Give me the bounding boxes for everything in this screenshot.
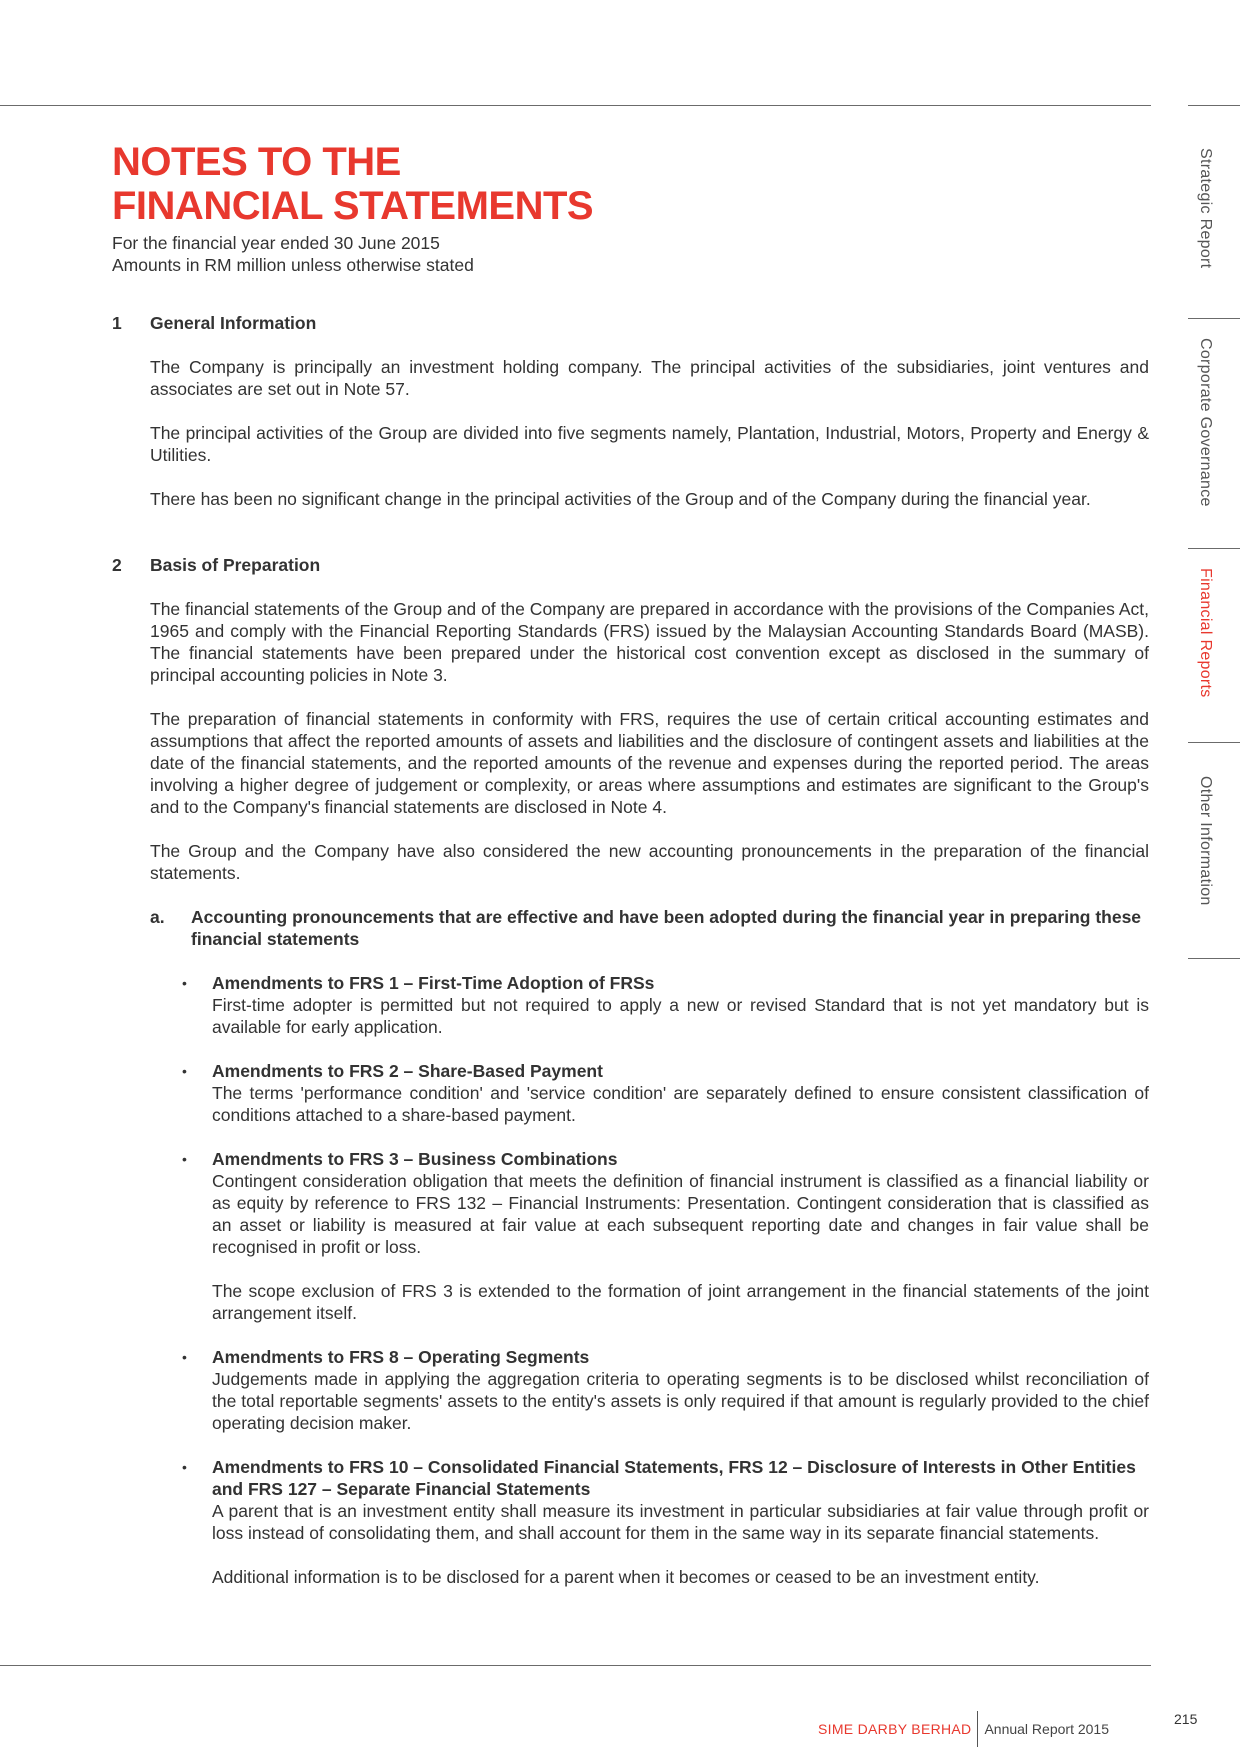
section-heading-basis-of-preparation <box>112 554 1149 576</box>
list-item-extra-text: Additional information is to be disclosed for a parent when it becomes or ceased to be an investment entity. <box>212 1567 1040 1587</box>
page-subtitle <box>112 232 474 276</box>
list-item-extra-text: The scope exclusion of FRS 3 is extended to the formation of joint arrangement in the financial statements of the joint arrangement itself. <box>212 1281 1149 1323</box>
bottom-rule <box>0 1665 1151 1666</box>
footer-report-name: Annual Report 2015 <box>984 1721 1109 1737</box>
list-item <box>182 1346 1149 1434</box>
list-item <box>182 1060 1149 1126</box>
page-title <box>112 140 593 228</box>
list-item-heading: Amendments to FRS 8 – Operating Segments <box>212 1347 590 1367</box>
page-number: 215 <box>1174 1711 1198 1727</box>
list-item-text: Contingent consideration obligation that meets the definition of financial instrument is classified as a financial liability or as equity by reference to FRS 132 – Financial Instruments: Presentation. Contingent consideration that is classified as an asset or liability is measured at fair value at each subsequent reporting date and changes in fair value shall be recognised in profit or loss. <box>212 1171 1149 1257</box>
bullet-icon: • <box>182 1349 187 1365</box>
notes-content <box>112 312 1149 1610</box>
subsection-heading <box>150 906 1149 950</box>
side-divider <box>1188 742 1240 743</box>
page-title-line-2: FINANCIAL STATEMENTS <box>112 184 594 228</box>
list-item-heading: Amendments to FRS 1 – First-Time Adoption of FRSs <box>212 973 655 993</box>
bullet-icon: • <box>182 975 187 991</box>
section-title: Basis of Preparation <box>150 555 321 575</box>
page-title-line-1: NOTES TO THE <box>112 140 401 184</box>
bullet-icon: • <box>182 1459 187 1475</box>
list-item <box>182 1148 1149 1324</box>
section-number: 1 <box>112 313 122 333</box>
list-item-text: Judgements made in applying the aggregation criteria to operating segments is to be disclosed whilst reconciliation of the total reportable segments' assets to the entity's assets is only required if that amount is regularly provided to the chief operating decision maker. <box>212 1369 1149 1433</box>
subsection-letter: a. <box>150 907 165 927</box>
bullet-icon: • <box>182 1151 187 1167</box>
list-item-text: A parent that is an investment entity shall measure its investment in particular subsidiaries at fair value through profit or loss instead of consolidating them, and shall account for them in the same way in its separate financial statements. <box>212 1501 1149 1543</box>
side-tab-financial-reports[interactable]: Financial Reports <box>1197 568 1214 698</box>
paragraph: The Group and the Company have also considered the new accounting pronouncements in the preparation of the financial statements. <box>150 841 1149 883</box>
list-item-heading: Amendments to FRS 10 – Consolidated Financial Statements, FRS 12 – Disclosure of Interests in Other Entities and FRS 127 – Separate Financial Statements <box>212 1457 1136 1499</box>
list-item-heading: Amendments to FRS 3 – Business Combinations <box>212 1149 618 1169</box>
side-tab-strategic-report[interactable]: Strategic Report <box>1197 148 1214 269</box>
section-body-general-information <box>150 356 1149 510</box>
paragraph: The financial statements of the Group and of the Company are prepared in accordance with the provisions of the Companies Act, 1965 and comply with the Financial Reporting Standards (FRS) issued by the Malaysian Accounting Standards Board (MASB). The financial statements have been prepared under the historical cost convention except as disclosed in the summary of principal accounting policies in Note 3. <box>150 599 1149 685</box>
subsection-title: Accounting pronouncements that are effective and have been adopted during the financial year in preparing these financial statements <box>191 907 1142 949</box>
section-body-basis-of-preparation <box>150 598 1149 884</box>
footer <box>818 1711 1109 1747</box>
section-title: General Information <box>150 313 317 333</box>
side-divider <box>1188 548 1240 549</box>
paragraph: The preparation of financial statements in conformity with FRS, requires the use of certain critical accounting estimates and assumptions that affect the reported amounts of assets and liabilities and the disclosure of contingent assets and liabilities at the date of the financial statements, and the reported amounts of the revenue and expenses during the reported period. The areas involving a higher degree of judgement or complexity, or areas where assumptions and estimates are significant to the Group's and to the Company's financial statements are disclosed in Note 4. <box>150 709 1149 817</box>
section-number: 2 <box>112 555 122 575</box>
bullet-icon: • <box>182 1063 187 1079</box>
side-navigation <box>1160 0 1241 1754</box>
paragraph: There has been no significant change in the principal activities of the Group and of the Company during the financial year. <box>150 489 1091 509</box>
subtitle-currency-note: Amounts in RM million unless otherwise stated <box>112 255 474 275</box>
top-rule <box>0 105 1151 106</box>
section-heading-general-information <box>112 312 1149 334</box>
side-divider <box>1188 958 1240 959</box>
paragraph: The principal activities of the Group are divided into five segments namely, Plantation, Industrial, Motors, Property and Energy & Utilities. <box>150 423 1149 465</box>
side-tab-other-information[interactable]: Other Information <box>1197 776 1214 906</box>
list-item <box>182 1456 1149 1588</box>
paragraph: The Company is principally an investment holding company. The principal activities of the subsidiaries, joint ventures and associates are set out in Note 57. <box>150 357 1149 399</box>
side-tab-corporate-governance[interactable]: Corporate Governance <box>1197 338 1214 507</box>
side-divider <box>1188 105 1240 106</box>
list-item <box>182 972 1149 1038</box>
footer-company: SIME DARBY BERHAD <box>818 1721 972 1737</box>
footer-separator <box>977 1711 978 1747</box>
list-item-text: The terms 'performance condition' and 'service condition' are separately defined to ensure consistent classification of conditions attached to a share-based payment. <box>212 1083 1149 1125</box>
list-item-heading: Amendments to FRS 2 – Share-Based Payment <box>212 1061 603 1081</box>
subtitle-period: For the financial year ended 30 June 2015 <box>112 233 440 253</box>
list-item-text: First-time adopter is permitted but not required to apply a new or revised Standard that is not yet mandatory but is available for early application. <box>212 995 1149 1037</box>
side-divider <box>1188 318 1240 319</box>
